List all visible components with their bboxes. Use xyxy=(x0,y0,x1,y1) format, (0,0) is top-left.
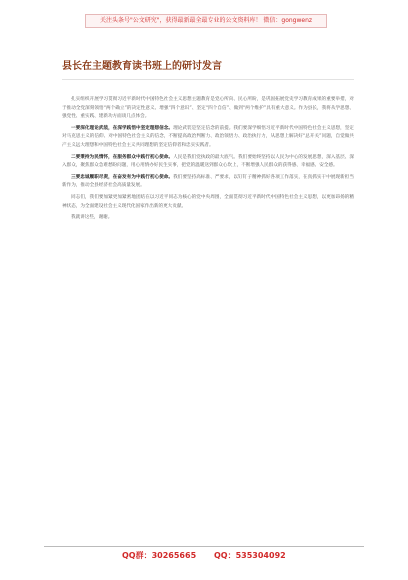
paragraph xyxy=(62,174,354,191)
paragraph-lead: 二要秉持为民情怀，在服务群众中践行初心使命。 xyxy=(71,154,174,160)
paragraph xyxy=(62,214,354,223)
promo-banner xyxy=(85,14,327,28)
paragraph-text: 我就讲这些，谢谢。 xyxy=(71,215,113,221)
paragraph xyxy=(62,194,354,211)
document-title: 县长在主题教育读书班上的研讨发言 xyxy=(62,61,222,72)
title-divider xyxy=(62,79,354,80)
qq-number: QQ：535304092 xyxy=(214,551,286,560)
promo-banner-text: 关注头条号"公文研究"，获得最新最全最专业的公文资料库！ 微信：gongwenz xyxy=(99,17,313,24)
paragraph-text: 同志们，我们要加紧更加紧密地团结在以习近平同志为核心的党中央周围，全面贯彻习近平新时代中国特色社会主义思想，以更加昂扬的精神状态，为全面建设社会主义现代化国家作出新的更大贡献。 xyxy=(62,194,354,209)
paragraph-text: 理论武装是坚定信念的前提。我们要深学细悟习近平新时代中国特色社会主义思想，坚定对马克思主义的信仰、对中国特色社会主义的信念，不断提高政治判断力、政治领悟力、政治执行力，从思想上解决好“总开关”问题，自觉做共产主义远大理想和中国特色社会主义共同理想的坚定信仰者和忠实实践者。 xyxy=(62,125,354,148)
paragraph-lead: 三要忠诚履职尽责，在奋发有为中践行初心使命。 xyxy=(71,174,174,180)
footer xyxy=(80,549,340,563)
paragraph-text: 扎实组织开展学习贯彻习近平新时代中国特色社会主义思想主题教育是党心所向、民心所盼，是巩固拓展党史学习教育成果的重要举措，对于推动全党深刻领悟“两个确立”的决定性意义、增强“四个意识”、坚定“四个自信”、做到“两个维护”具有重大意义。作为县长，我将从学思想、强党性、重实践、建新功方面谈几点体会。 xyxy=(62,97,354,120)
paragraph-text: 人民是我们党执政的最大底气。我们要始终坚持以人民为中心的发展思想，深入基层、深入群众，聚焦群众急难愁盼问题，用心用情办好民生实事，把党的温暖送到群众心坎上，不断增强人民群众的获得感、幸福感、安全感。 xyxy=(62,154,354,169)
paragraph-text: 我们要坚持高标准、严要求，以钉钉子精神抓好各项工作落实，在真抓实干中展现新担当新作为，推动全县经济社会高质量发展。 xyxy=(62,174,354,189)
paragraph xyxy=(62,96,354,122)
paragraph-lead: 一要深化理论武装，在深学践悟中坚定理想信念。 xyxy=(71,125,174,131)
document-body xyxy=(62,96,354,226)
paragraph xyxy=(62,154,354,171)
qq-group-number: QQ群：30265665 xyxy=(122,551,197,560)
footer-divider xyxy=(44,546,364,547)
paragraph xyxy=(62,125,354,151)
